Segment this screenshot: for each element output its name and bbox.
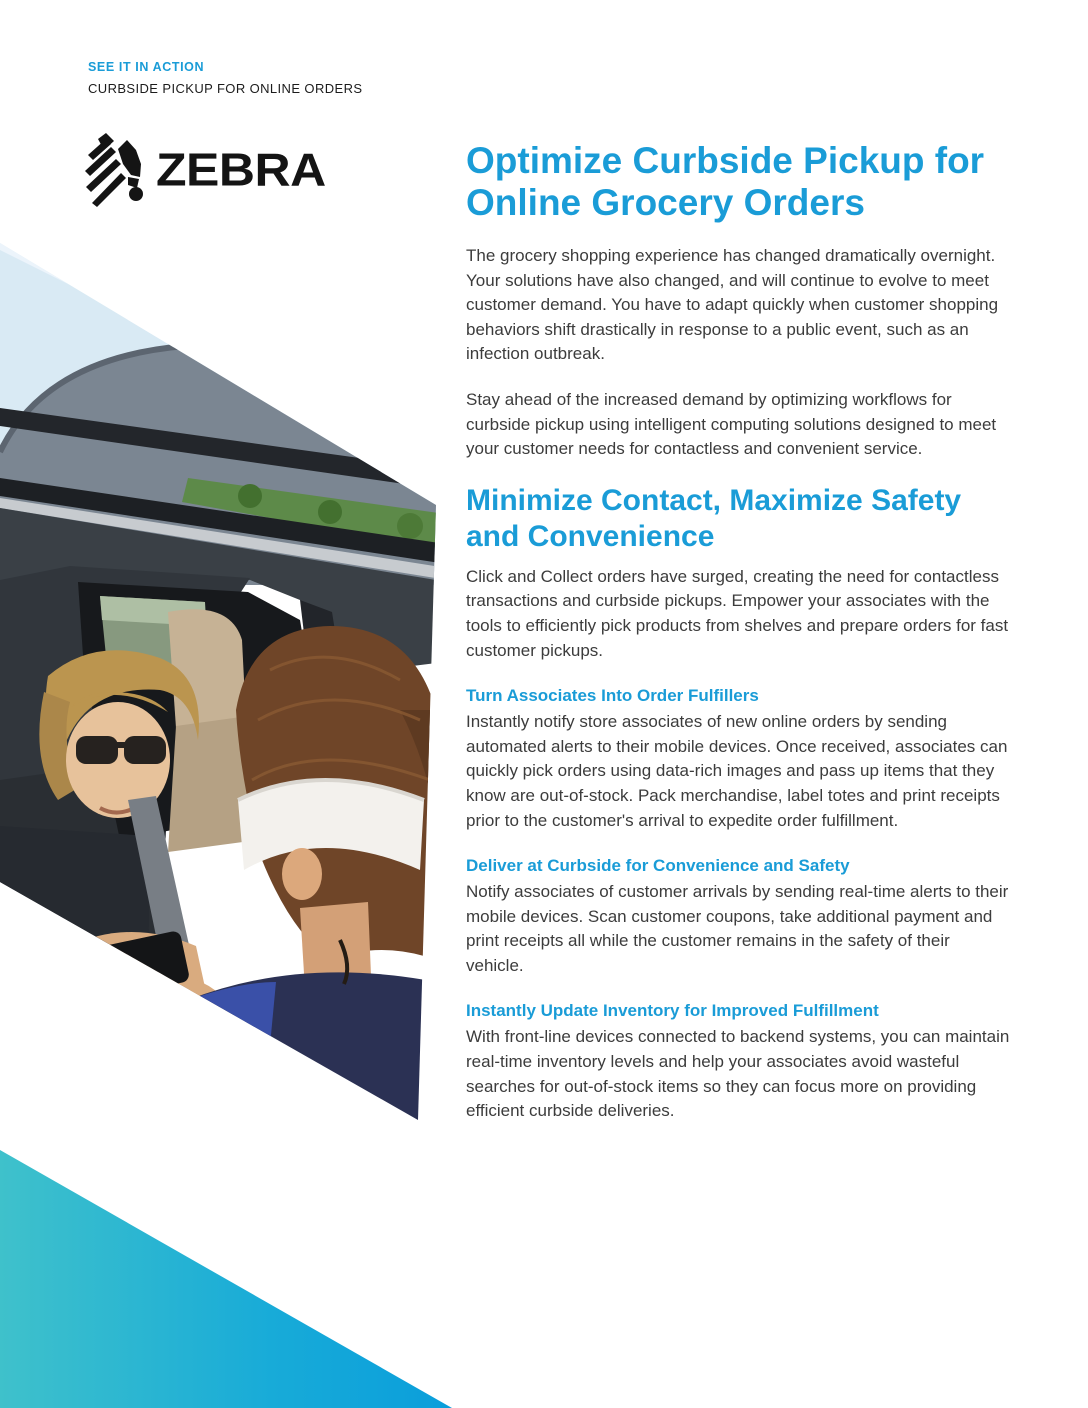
section-lead-paragraph: Click and Collect orders have surged, creating the need for contactless transactions and curbside pickups. Empower your associates with the tools to efficiently pick products from shelves and prepare orders for fast customer pickups. [466,566,1009,660]
kicker-sub-label: CURBSIDE PICKUP FOR ONLINE ORDERS [88,81,363,96]
zebra-head-icon [84,133,148,207]
subsection-heading-fulfillers: Turn Associates Into Order Fulfillers [466,686,759,706]
subsection-heading-inventory: Instantly Update Inventory for Improved Fulfillment [466,1001,879,1021]
subsection-heading-curbside: Deliver at Curbside for Convenience and Safety [466,856,850,876]
intro-paragraph-1: The grocery shopping experience has changed dramatically overnight. Your solutions have also changed, and will continue to evolve to meet customer demand. You have to adapt quickly when customer shopping behaviors shift drastically in response to a public event, such as an infection outbreak. [466,246,999,364]
page-title: Optimize Curbside Pickup for Online Grocery Orders [466,140,985,223]
kicker-label: SEE IT IN ACTION [88,60,205,74]
main-content [466,140,1010,1124]
curbside-pickup-photo [0,240,460,1130]
subsection-body-curbside: Notify associates of customer arrivals by sending real-time alerts to their mobile devices. Scan customer coupons, take additional payment and print receipts all while the customer remains in the safety of their vehicle. [466,882,1009,975]
zebra-logo-text: ZEBRA [156,144,326,196]
zebra-logo [84,133,326,207]
section-heading: Minimize Contact, Maximize Safety and Convenience [466,483,962,553]
subsection-body-fulfillers: Instantly notify store associates of new online orders by sending automated alerts to their mobile devices. Once received, associates can quickly pick orders using data-rich images and pass up items that they know are out-of-stock. Pack merchandise, label totes and print receipts prior to the customer's arrival to expedite order fulfillment. [466,712,1008,830]
corner-accent-triangle [0,1150,452,1408]
intro-paragraph-2: Stay ahead of the increased demand by optimizing workflows for curbside pickup using intelligent computing solutions designed to meet your customer needs for contactless and convenient service. [466,389,997,459]
subsection-body-inventory: With front-line devices connected to backend systems, you can maintain real-time inventory levels and help your associates avoid wasteful searches for out-of-stock items so they can focus more on providing efficient curbside deliveries. [466,1027,1010,1121]
